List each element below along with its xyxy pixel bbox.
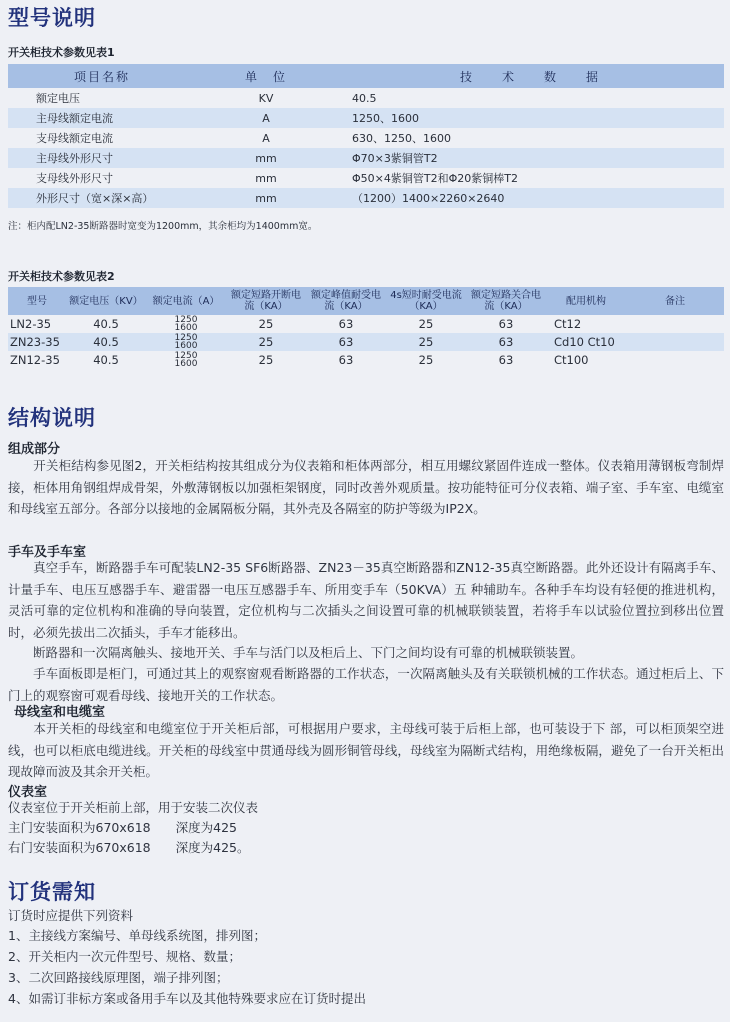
cell-short: 25 xyxy=(386,315,466,333)
table-row xyxy=(8,108,724,128)
cell-unit: A xyxy=(196,108,336,128)
cell-model: ZN12-35 xyxy=(8,351,66,369)
cell-data: 630、1250、1600 xyxy=(336,128,724,148)
header-item-name: 项目名称 xyxy=(8,64,196,88)
current-value: 1600 xyxy=(174,341,198,351)
table2-caption: 开关柜技术参数见表2 xyxy=(8,270,115,283)
table-row xyxy=(8,148,724,168)
subsection-title-busbar: 母线室和电缆室 xyxy=(14,705,106,720)
cell-peak: 63 xyxy=(306,351,386,369)
cell-model: LN2-35 xyxy=(8,315,66,333)
cell-unit: mm xyxy=(196,188,336,208)
header-rated-current: 额定电流（A） xyxy=(146,287,226,315)
table-row xyxy=(8,88,724,108)
cell-data: 1250、1600 xyxy=(336,108,724,128)
ordering-item-4: 4、如需订非标方案或备用手车以及其他特殊要求应在订货时提出 xyxy=(8,991,366,1006)
header-making-current: 额定短路关合电流（KA） xyxy=(466,287,546,315)
table-row xyxy=(8,188,724,208)
instrument-line-3: 右门安装面积为670x618 深度为425。 xyxy=(8,840,250,855)
cell-mechanism: Cd10 Ct10 xyxy=(546,333,626,351)
table-row xyxy=(8,351,724,369)
cell-item: 主母线外形尺寸 xyxy=(8,148,196,168)
table1-note: 注：柜内配LN2-35断路器时宽变为1200mm，其余柜均为1400mm宽。 xyxy=(8,221,318,232)
cell-breaking: 25 xyxy=(226,315,306,333)
table-row xyxy=(8,128,724,148)
table1-caption: 开关柜技术参数见表1 xyxy=(8,46,115,59)
cell-making: 63 xyxy=(466,351,546,369)
cell-unit: KV xyxy=(196,88,336,108)
cell-unit: mm xyxy=(196,148,336,168)
cell-voltage: 40.5 xyxy=(66,351,146,369)
cell-making: 63 xyxy=(466,333,546,351)
cell-mechanism: Ct12 xyxy=(546,315,626,333)
cell-item: 支母线额定电流 xyxy=(8,128,196,148)
table-row xyxy=(8,333,724,351)
handcart-paragraph-1: 真空手车，断路器手车可配装LN2-35 SF6断路器、ZN23－35真空断路器和ZN12-35真空断路器。此外还设计有隔离手车、计量手车、电压互感器手车、避雷器一电压互感器手车、所用变手车（50KVA）五 种辅助车。各种手车均设有轻便的推进机构，灵活可靠的定位机构和准确的导向装置，定位机构与二次插头之间设置可靠的机械联锁装置，若将手车以试验位置拉到移出位置时，必须先拔出二次插头，手车才能移出。 xyxy=(8,560,724,640)
cell-item: 支母线外形尺寸 xyxy=(8,168,196,188)
ordering-item-3: 3、二次回路接线原理图，端子排列图； xyxy=(8,970,229,985)
cell-remark xyxy=(626,333,724,351)
cell-data: 40.5 xyxy=(336,88,724,108)
header-rated-voltage: 额定电压（KV） xyxy=(66,287,146,315)
section-title-model: 型号说明 xyxy=(8,6,96,30)
section-title-structure: 结构说明 xyxy=(8,406,96,430)
ordering-intro: 订货时应提供下列资料 xyxy=(8,908,134,923)
cell-current xyxy=(146,333,226,351)
cell-remark xyxy=(626,315,724,333)
cell-unit: A xyxy=(196,128,336,148)
cell-making: 63 xyxy=(466,315,546,333)
cell-item: 主母线额定电流 xyxy=(8,108,196,128)
header-model: 型号 xyxy=(8,287,66,315)
table-row xyxy=(8,168,724,188)
composition-paragraph: 开关柜结构参见图2，开关柜结构按其组成分为仪表箱和柜体两部分，相互用螺纹紧固件连成一整体。仪表箱用薄钢板弯制焊接，柜体用角钢组焊成骨架，外敷薄钢板以加强柜架钢度，同时改善外观质量。按功能特征可分仪表箱、端子室、手车室、电缆室和母线室五部分。各部分以接地的金属隔板分隔，其外壳及各隔室的防护等级为IP2X。 xyxy=(8,458,724,516)
ordering-item-2: 2、开关柜内一次元件型号、规格、数量； xyxy=(8,949,241,964)
current-value: 1250 xyxy=(174,315,198,325)
current-value: 1600 xyxy=(174,359,198,369)
instrument-line-1: 仪表室位于开关柜前上部，用于安装二次仪表 xyxy=(8,800,259,815)
cell-voltage: 40.5 xyxy=(66,315,146,333)
header-breaking-current: 额定短路开断电流（KA） xyxy=(226,287,306,315)
cell-item: 额定电压 xyxy=(8,88,196,108)
handcart-paragraph-3: 手车面板即是柜门，可通过其上的观察窗观看断路器的工作状态，一次隔离触头及有关联锁机械的工作状态。通过柜后上、下门上的观察窗可观看母线、接地开关的工作状态。 xyxy=(8,666,724,703)
cell-breaking: 25 xyxy=(226,333,306,351)
cell-item: 外形尺寸（宽×深×高） xyxy=(8,188,196,208)
table-row xyxy=(8,315,724,333)
subsection-title-handcart: 手车及手车室 xyxy=(8,545,87,560)
cell-current xyxy=(146,315,226,333)
cell-model: ZN23-35 xyxy=(8,333,66,351)
cell-current xyxy=(146,351,226,369)
busbar-paragraph: 本开关柜的母线室和电缆室位于开关柜后部，可根据用户要求，主母线可装于后柜上部，也可装设于下 部，可以柜顶架空进线，也可以柜底电缆进线。开关柜的母线室中贯通母线为圆形铜管母线，母线室为隔断式结构，用绝缘板隔，避免了一台开关柜出现故障而波及其余开关柜。 xyxy=(8,721,724,779)
subsection-title-composition: 组成部分 xyxy=(8,442,61,457)
header-remark: 备注 xyxy=(626,287,724,315)
header-peak-current: 额定峰值耐受电流（KA） xyxy=(306,287,386,315)
cell-mechanism: Ct100 xyxy=(546,351,626,369)
cell-remark xyxy=(626,351,724,369)
header-mechanism: 配用机构 xyxy=(546,287,626,315)
section-title-ordering: 订货需知 xyxy=(8,880,96,904)
cell-breaking: 25 xyxy=(226,351,306,369)
tech-params-table-2 xyxy=(8,287,724,369)
current-value: 1600 xyxy=(174,323,198,333)
cell-peak: 63 xyxy=(306,333,386,351)
cell-voltage: 40.5 xyxy=(66,333,146,351)
subsection-title-instrument: 仪表室 xyxy=(8,785,48,800)
ordering-item-1: 1、主接线方案编号、单母线系统图，排列图； xyxy=(8,928,266,943)
cell-data: Φ50×4紫铜管T2和Φ20紫铜棒T2 xyxy=(336,168,724,188)
instrument-line-2: 主门安装面积为670x618 深度为425 xyxy=(8,820,237,835)
header-tech-data: 技 术 数 据 xyxy=(336,64,724,88)
tech-params-table-1 xyxy=(8,64,724,208)
header-short-time-current: 4s短时耐受电流（KA） xyxy=(386,287,466,315)
handcart-paragraph-2: 断路器和一次隔离触头、接地开关、手车与活门以及柜后上、下门之间均设有可靠的机械联锁装置。 xyxy=(8,645,584,660)
cell-short: 25 xyxy=(386,351,466,369)
cell-short: 25 xyxy=(386,333,466,351)
cell-unit: mm xyxy=(196,168,336,188)
header-unit: 单 位 xyxy=(196,64,336,88)
cell-data: （1200）1400×2260×2640 xyxy=(336,188,724,208)
current-value: 1250 xyxy=(174,351,198,361)
cell-peak: 63 xyxy=(306,315,386,333)
cell-data: Φ70×3紫铜管T2 xyxy=(336,148,724,168)
current-value: 1250 xyxy=(174,333,198,343)
